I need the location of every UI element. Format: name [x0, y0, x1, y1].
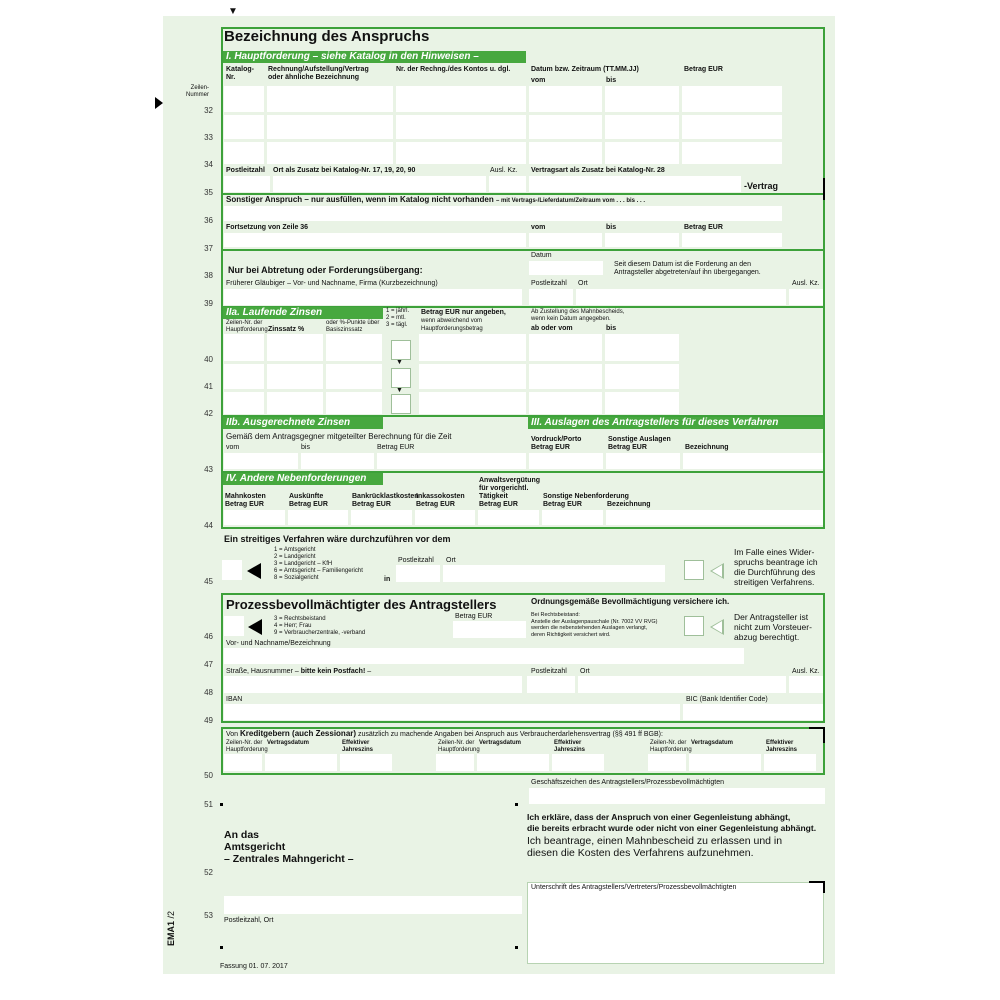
divider-37: [223, 249, 823, 251]
prozess-name-field[interactable]: [224, 648, 744, 664]
bis-field-3[interactable]: [605, 142, 679, 164]
neben-sonstige: Sonstige Nebenforderung Betrag EUR: [543, 493, 629, 508]
betrag-label-37: Betrag EUR: [684, 224, 723, 231]
sonstiger-suffix: – mit Vertrags-/Lieferdatum/Zeitraum vom . . . bis . . .: [495, 198, 646, 204]
prozess-ort: Ort: [580, 668, 590, 675]
widerspruch-checkbox[interactable]: [684, 560, 704, 580]
vertrag-suffix: -Vertrag: [744, 181, 779, 191]
prozess-plz: Postleitzahl: [531, 668, 567, 675]
section-bar-ausgerechnete-zinsen: IIb. Ausgerechnete Zinsen: [223, 417, 383, 429]
row-marker-icon: [155, 97, 163, 109]
kredit-rest: zusätzlich zu machende Angaben bei Anspruch aus Verbraucherdarlehensvertrag (§§ 491 ff BGB):: [356, 731, 663, 738]
arrow-left-icon: [248, 619, 262, 635]
za-zeilen: Zeilen-Nr. der Hauptforderung: [226, 320, 268, 333]
ort-field-1[interactable]: [273, 176, 486, 192]
katalog-field-1[interactable]: [224, 86, 264, 112]
kredit-vertragsdatum: Vertragsdatum: [267, 740, 310, 746]
kredit-vertragsdatum-field-2[interactable]: [477, 754, 549, 771]
gericht-code-field[interactable]: [222, 560, 242, 580]
za-zinssatz-field-1[interactable]: [267, 334, 323, 361]
auslagen-bezeichnung-field[interactable]: [683, 453, 823, 469]
line-number: 46: [204, 632, 213, 641]
za-ab-vom: ab oder vom: [531, 325, 573, 332]
rechnung-field-1[interactable]: [267, 86, 393, 112]
plz-field-1[interactable]: [224, 176, 270, 192]
neben-auskuenfte-field[interactable]: [288, 510, 348, 525]
chevron-down-icon: ▼: [396, 387, 403, 394]
col-betrag: Betrag EUR: [684, 66, 723, 73]
bis-field-37[interactable]: [605, 233, 679, 247]
kredit-vertragsdatum: Vertragsdatum: [479, 740, 522, 746]
line-number: 36: [204, 216, 213, 225]
neben-bezeichnung: Bezeichnung: [607, 501, 651, 508]
za-zinssatz-field-3[interactable]: [267, 392, 323, 414]
line-number: 38: [204, 271, 213, 280]
kredit-vertragsdatum-field-3[interactable]: [689, 754, 761, 771]
signature-box[interactable]: [527, 882, 824, 964]
kredit-effektiv-field-2[interactable]: [552, 754, 604, 771]
zb-betrag: Betrag EUR: [377, 444, 415, 451]
section-bar-laufende-zinsen: IIa. Laufende Zinsen: [223, 307, 383, 319]
chevron-down-icon: ▼: [396, 359, 403, 366]
fortsetzung-label: Fortsetzung von Zeile 36: [226, 224, 309, 231]
katalog-field-3[interactable]: [224, 142, 264, 164]
abtretung-ausl: Ausl. Kz.: [792, 280, 820, 287]
prozess-title: Prozessbevollmächtigter des Antragstellers: [226, 597, 497, 612]
za-punkte-field-3[interactable]: [326, 392, 382, 414]
za-zeilen-field-1[interactable]: [224, 334, 264, 361]
sonstiger-text: Sonstiger Anspruch – nur ausfüllen, wenn im Katalog nicht vorhanden: [226, 195, 494, 204]
kredit-zeilen: Zeilen-Nr. der Hauptforderung: [650, 740, 692, 753]
za-vom-field-1[interactable]: [529, 334, 602, 361]
line-number: 49: [204, 716, 213, 725]
betrag-field-37[interactable]: [682, 233, 782, 247]
geschaeftszeichen-label: Geschäftszeichen des Antragstellers/Prozessbevollmächtigten: [531, 779, 724, 786]
nr-field-2[interactable]: [396, 115, 526, 139]
za-punkte-field-2[interactable]: [326, 364, 382, 389]
line-number: 32: [204, 106, 213, 115]
neben-sonstige-field[interactable]: [542, 510, 603, 525]
line-number: 47: [204, 660, 213, 669]
line-number: 52: [204, 868, 213, 877]
za-betrag-note: [421, 309, 506, 333]
za-betrag-note-2: wenn abweichend vom Hauptforderungsbetrag: [421, 318, 483, 332]
line-number: 44: [204, 521, 213, 530]
za-zustellung: Ab Zustellung des Mahnbescheids, wenn kein Datum angegeben.: [531, 309, 625, 322]
dot-mark: [515, 803, 518, 806]
kredit-effektiv-field-3[interactable]: [764, 754, 816, 771]
kredit-vertragsdatum: Vertragsdatum: [691, 740, 734, 746]
prozess-plz-field[interactable]: [527, 676, 575, 693]
za-bis: bis: [606, 325, 617, 332]
prozess-iban: IBAN: [226, 696, 243, 703]
neben-bankruecklast: Bankrücklastkosten Betrag EUR: [352, 493, 419, 508]
bis-field-2[interactable]: [605, 115, 679, 139]
betrag-field-2[interactable]: [682, 115, 782, 139]
vom-field-2[interactable]: [529, 115, 602, 139]
za-betrag-field-1[interactable]: [419, 334, 526, 361]
streitig-options: 1 = Amtsgericht 2 = Landgericht 3 = Landgericht – KfH 6 = Amtsgericht – Familiengericht 8 = Sozialgericht: [274, 547, 363, 581]
ausl-field-1[interactable]: [489, 176, 526, 192]
addr-plz-label: Postleitzahl, Ort: [224, 917, 274, 924]
prozess-code-field[interactable]: [224, 616, 244, 636]
form-page: /2: [166, 910, 176, 919]
neben-anwalt-field[interactable]: [478, 510, 539, 525]
corner-mark: [809, 881, 825, 893]
prozess-bic: BIC (Bank Identifier Code): [686, 696, 768, 703]
dot-mark: [515, 946, 518, 949]
zb-vom-field[interactable]: [224, 453, 298, 469]
betrag-field-1[interactable]: [682, 86, 782, 112]
line-number: 51: [204, 800, 213, 809]
sonstiger-label: [226, 196, 645, 205]
neben-auskuenfte: Auskünfte Betrag EUR: [289, 493, 328, 508]
section-bar-hauptforderung: I. Hauptforderung – siehe Katalog in den Hinweisen –: [223, 51, 526, 63]
erklaerung-bold: Ich erkläre, dass der Anspruch von einer Gegenleistung abhängt, die bereits erbracht wurde oder nicht von einer Gegenleistung abhängt.: [527, 812, 817, 833]
vom-label-37: vom: [531, 224, 546, 231]
unterschrift-label: Unterschrift des Antragstellers/Vertreters/Prozessbevollmächtigten: [531, 884, 737, 891]
line-number: 40: [204, 355, 213, 364]
prozess-ausl: Ausl. Kz.: [792, 668, 820, 675]
neben-bezeichnung-field[interactable]: [606, 510, 823, 525]
glaeubiger-field[interactable]: [224, 289, 522, 305]
za-zinssatz: Zinssatz %: [268, 326, 305, 333]
za-prozentpunkte: oder %-Punkte über Basiszinssatz: [326, 320, 380, 333]
abtretung-plz: Postleitzahl: [531, 280, 567, 287]
erklaerung-text: Ich beantrage, einen Mahnbescheid zu erlassen und in diesen die Kosten des Verfahrens aufzunehmen.: [527, 835, 783, 859]
kredit-effektiv: Effektiver Jahreszins: [766, 740, 798, 753]
dot-mark: [220, 946, 223, 949]
streitig-ort: Ort: [446, 557, 456, 564]
ort-zusatz-label: Ort als Zusatz bei Katalog-Nr. 17, 19, 20, 90: [273, 167, 416, 174]
kredit-header: [226, 730, 663, 739]
vom-field-1[interactable]: [529, 86, 602, 112]
kredit-zeilen-field-1[interactable]: [224, 754, 262, 771]
corner-mark: [809, 727, 825, 743]
betrag-field-3[interactable]: [682, 142, 782, 164]
za-period: 1 = jährl. 2 = mtl. 3 = tägl.: [386, 308, 410, 328]
za-zeilen-field-3[interactable]: [224, 392, 264, 414]
streitig-in: in: [384, 576, 391, 583]
line-number: 50: [204, 771, 213, 780]
dot-mark: [220, 803, 223, 806]
prozess-betrag-field[interactable]: [453, 621, 526, 638]
rechnung-field-2[interactable]: [267, 115, 393, 139]
neben-inkasso-field[interactable]: [415, 510, 475, 525]
zb-bis: bis: [301, 444, 310, 451]
abtretung-datum-field[interactable]: [529, 261, 603, 275]
za-betrag-note-1: Betrag EUR nur angeben,: [421, 309, 506, 316]
col-vom: vom: [531, 77, 546, 84]
kredit-kreditgebern: Kreditgebern (auch Zessionar): [240, 729, 357, 738]
prozess-vollmacht: Ordnungsgemäße Bevollmächtigung versichere ich.: [531, 597, 730, 606]
prozess-options: 3 = Rechtsbeistand 4 = Herr; Frau 9 = Verbraucherzentrale, -verband: [274, 616, 366, 636]
zb-betrag-field[interactable]: [377, 453, 526, 469]
strasse-label-1: Straße, Hausnummer –: [226, 668, 301, 675]
page-title: Bezeichnung des Anspruchs: [224, 28, 430, 45]
arrow-left-outline-icon: [710, 619, 724, 635]
vertragsart-field[interactable]: [529, 176, 741, 192]
auslagen-bezeichnung: Bezeichnung: [685, 444, 729, 451]
kredit-zeilen: Zeilen-Nr. der Hauptforderung: [438, 740, 480, 753]
plz-label-1: Postleitzahl: [226, 167, 265, 174]
col-rechnung: Rechnung/Aufstellung/Vertrag oder ähnliche Bezeichnung: [268, 66, 369, 81]
vorsteuer-checkbox[interactable]: [684, 616, 704, 636]
katalog-field-2[interactable]: [224, 115, 264, 139]
neben-mahnkosten: Mahnkosten Betrag EUR: [225, 493, 266, 508]
za-bis-field-3[interactable]: [605, 392, 679, 414]
line-number: 39: [204, 299, 213, 308]
corner-mark: [809, 178, 825, 200]
abtretung-plz-field[interactable]: [529, 289, 573, 305]
abtretung-ort-field[interactable]: [576, 289, 786, 305]
streitig-ort-field[interactable]: [443, 565, 665, 582]
fassung: Fassung 01. 07. 2017: [220, 963, 288, 970]
prozess-vorsteuer: Der Antragsteller ist nicht zum Vorsteuer- abzug berechtigt.: [734, 612, 812, 642]
abtretung-datum: Datum: [531, 252, 552, 259]
line-number: 34: [204, 160, 213, 169]
kredit-effektiv-field-1[interactable]: [340, 754, 392, 771]
abtretung-title: Nur bei Abtretung oder Forderungsübergang:: [228, 265, 423, 275]
section-bar-auslagen: III. Auslagen des Antragstellers für dieses Verfahren: [528, 417, 823, 429]
line-number: 42: [204, 409, 213, 418]
kredit-von: Von: [226, 731, 241, 738]
za-betrag-field-2[interactable]: [419, 364, 526, 389]
address-block: An das Amtsgericht – Zentrales Mahngericht –: [224, 829, 354, 865]
nr-field-3[interactable]: [396, 142, 526, 164]
strasse-label-2: bitte kein Postfach!: [300, 668, 366, 675]
neben-mahnkosten-field[interactable]: [224, 510, 285, 525]
kredit-effektiv: Effektiver Jahreszins: [554, 740, 586, 753]
za-zinssatz-field-2[interactable]: [267, 364, 323, 389]
zb-bis-field[interactable]: [301, 453, 374, 469]
line-number-header: Zeilen- Nummer: [186, 85, 210, 98]
zb-text: Gemäß dem Antragsgegner mitgeteilter Berechnung für die Zeit: [226, 432, 452, 441]
period-select-3[interactable]: [391, 394, 411, 414]
form-id: [167, 911, 175, 946]
auslagen-sonstige-field[interactable]: [606, 453, 680, 469]
neben-bankruecklast-field[interactable]: [351, 510, 412, 525]
kredit-zeilen-field-3[interactable]: [648, 754, 686, 771]
abtretung-glaeubiger: Früherer Gläubiger – Vor- und Nachname, Firma (Kurzbezeichnung): [226, 280, 438, 287]
form-id-text: EMA1: [166, 920, 176, 946]
abtretung-ausl-field[interactable]: [789, 289, 823, 305]
period-select-2[interactable]: [391, 368, 411, 388]
iban-field[interactable]: [224, 704, 680, 720]
address-field[interactable]: [224, 896, 522, 914]
auslagen-vordruck-field[interactable]: [529, 453, 603, 469]
streitig-plz: Postleitzahl: [398, 557, 434, 564]
col-katalog: Katalog- Nr.: [226, 66, 254, 81]
streitig-title: Ein streitiges Verfahren wäre durchzuführen vor dem: [224, 534, 451, 544]
auslagen-sonstige: Sonstige Auslagen Betrag EUR: [608, 436, 671, 451]
abtretung-ort: Ort: [578, 280, 588, 287]
za-bis-field-1[interactable]: [605, 334, 679, 361]
abtretung-datum-note: Seit diesem Datum ist die Forderung an den Antragsteller abgetreten/auf ihn übergegangen.: [614, 261, 761, 276]
col-nr: Nr. der Rechng./des Kontos u. dgl.: [396, 66, 511, 73]
period-select-1[interactable]: [391, 340, 411, 360]
line-number: 35: [204, 188, 213, 197]
kredit-zeilen: Zeilen-Nr. der Hauptforderung: [226, 740, 268, 753]
neben-anwalt: Anwaltsvergütung für vorgerichtl. Tätigkeit Betrag EUR: [479, 477, 541, 508]
line-number: 43: [204, 465, 213, 474]
arrow-left-outline-icon: [710, 563, 724, 579]
strasse-label-3: –: [365, 668, 372, 675]
line-number: 37: [204, 244, 213, 253]
rechnung-field-3[interactable]: [267, 142, 393, 164]
line-number: 48: [204, 688, 213, 697]
prozess-rechtsbeistand: Bei Rechtsbeistand: Anstelle der Auslagenpauschale (Nr. 7002 VV RVG) werden die nebenstehenden Auslagen verlangt, deren Richtigkeit versichert wird.: [531, 612, 658, 638]
za-zeilen-field-2[interactable]: [224, 364, 264, 389]
prozess-strasse-field[interactable]: [224, 676, 522, 693]
streitig-plz-field[interactable]: [396, 565, 440, 582]
za-bis-field-2[interactable]: [605, 364, 679, 389]
col-datum: Datum bzw. Zeitraum (TT.MM.JJ): [531, 66, 639, 73]
sonstiger-field[interactable]: [224, 206, 782, 221]
arrow-left-icon: [247, 563, 261, 579]
line-number: 45: [204, 577, 213, 586]
vom-field-37[interactable]: [529, 233, 602, 247]
kredit-zeilen-field-2[interactable]: [436, 754, 474, 771]
bis-field-1[interactable]: [605, 86, 679, 112]
col-bis: bis: [606, 77, 617, 84]
prozess-betrag: Betrag EUR: [455, 613, 493, 620]
nr-field-1[interactable]: [396, 86, 526, 112]
za-vom-field-2[interactable]: [529, 364, 602, 389]
prozess-ausl-field[interactable]: [789, 676, 823, 693]
section-bar-nebenforderungen: IV. Andere Nebenforderungen: [223, 473, 383, 485]
fortsetzung-field[interactable]: [224, 233, 526, 247]
vertragsart-label: Vertragsart als Zusatz bei Katalog-Nr. 28: [531, 167, 665, 174]
ausl-label-1: Ausl. Kz.: [490, 167, 518, 174]
line-number: 33: [204, 133, 213, 142]
prozess-ort-field[interactable]: [578, 676, 786, 693]
za-vom-field-3[interactable]: [529, 392, 602, 414]
geschaeftszeichen-field[interactable]: [529, 788, 825, 804]
auslagen-vordruck: Vordruck/Porto Betrag EUR: [531, 436, 582, 451]
za-punkte-field-1[interactable]: [326, 334, 382, 361]
top-marker-icon: ▼: [228, 6, 238, 17]
za-betrag-field-3[interactable]: [419, 392, 526, 414]
bic-field[interactable]: [683, 704, 823, 720]
neben-inkasso: Inkassokosten Betrag EUR: [416, 493, 465, 508]
kredit-vertragsdatum-field-1[interactable]: [265, 754, 337, 771]
zb-vom: vom: [226, 444, 240, 451]
prozess-name: Vor- und Nachname/Bezeichnung: [226, 640, 331, 647]
line-number: 41: [204, 382, 213, 391]
kredit-effektiv: Effektiver Jahreszins: [342, 740, 374, 753]
prozess-strasse: [226, 668, 371, 676]
vom-field-3[interactable]: [529, 142, 602, 164]
bis-label-37: bis: [606, 224, 617, 231]
line-number: 53: [204, 911, 213, 920]
streitig-widerspruch: Im Falle eines Wider- spruchs beantrage ich die Durchführung des streitigen Verfahrens.: [734, 547, 818, 587]
